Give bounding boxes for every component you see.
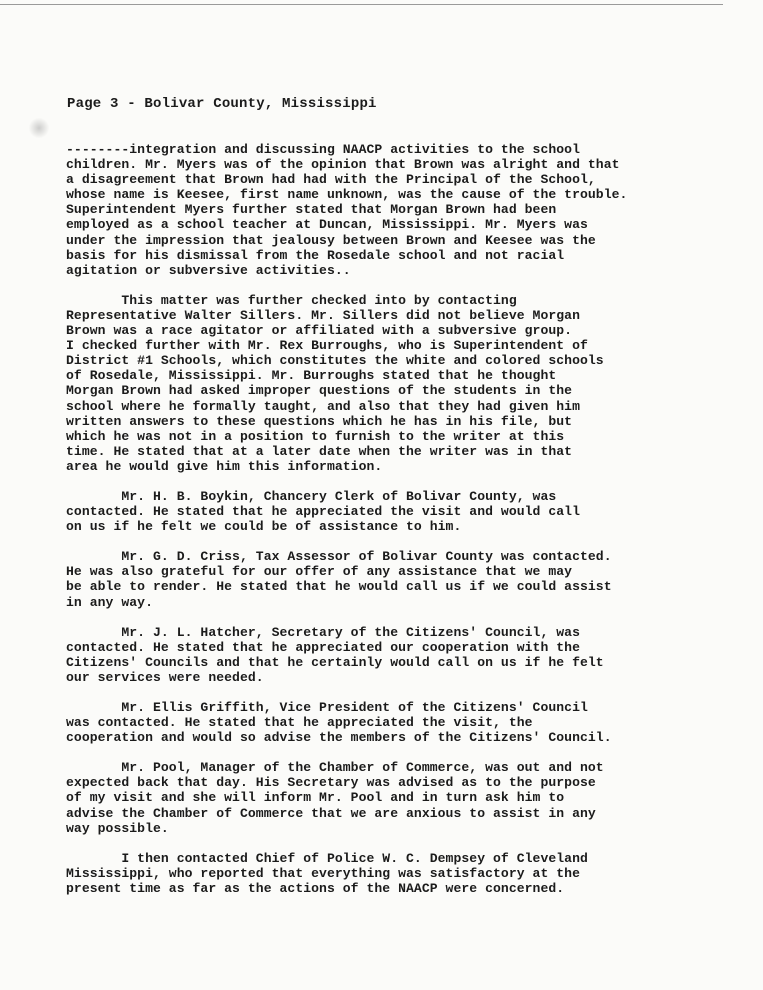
paragraph-3 (66, 489, 706, 534)
text-line: Mr. G. D. Criss, Tax Assessor of Bolivar County was contacted. (66, 549, 612, 565)
text-line: present time as far as the actions of the NAACP were concerned. (66, 880, 565, 896)
paragraph-8 (66, 851, 706, 896)
text-line: children. Mr. Myers was of the opinion that Brown was alright and that (66, 157, 620, 173)
text-line: of my visit and she will inform Mr. Pool and in turn ask him to (66, 790, 565, 806)
text-line: Mr. H. B. Boykin, Chancery Clerk of Bolivar County, was (66, 488, 557, 504)
page-header: Page 3 - Bolivar County, Mississippi (67, 96, 377, 112)
text-line: basis for his dismissal from the Rosedale school and not racial (66, 247, 565, 263)
text-line: area he would give him this information. (66, 458, 383, 474)
text-line: school where he formally taught, and also that they had given him (66, 398, 580, 414)
text-line: of Rosedale, Mississippi. Mr. Burroughs stated that he thought (66, 368, 557, 384)
text-line: expected back that day. His Secretary was advised as to the purpose (66, 775, 596, 791)
text-line: advise the Chamber of Commerce that we are anxious to assist in any (66, 805, 596, 821)
text-line: cooperation and would so advise the members of the Citizens' Council. (66, 730, 612, 746)
text-line: under the impression that jealousy between Brown and Keesee was the (66, 232, 596, 248)
text-line: I checked further with Mr. Rex Burroughs, who is Superintendent of (66, 338, 588, 354)
text-line: Morgan Brown had asked improper questions of the students in the (66, 383, 573, 399)
text-line: Brown was a race agitator or affiliated with a subversive group. (66, 323, 573, 339)
paragraph-4 (66, 549, 706, 609)
text-line: Mr. Ellis Griffith, Vice President of the Citizens' Council (66, 700, 588, 715)
text-line: Mr. Pool, Manager of the Chamber of Commerce, was out and not (66, 760, 604, 776)
text-line: whose name is Keesee, first name unknown, was the cause of the trouble. (66, 187, 628, 203)
scan-speck (28, 118, 50, 138)
text-line: which he was not in a position to furnish to the writer at this (66, 428, 565, 444)
document-body (66, 142, 706, 896)
text-line: employed as a school teacher at Duncan, Mississippi. Mr. Myers was (66, 217, 588, 233)
text-line: contacted. He stated that he appreciated the visit and would call (66, 504, 580, 520)
paragraph-7 (66, 760, 706, 835)
text-line: a disagreement that Brown had had with the Principal of the School, (66, 172, 596, 188)
text-line: I then contacted Chief of Police W. C. Dempsey of Cleveland (66, 850, 588, 866)
text-line: District #1 Schools, which constitutes the white and colored schools (66, 353, 604, 369)
text-line: contacted. He stated that he appreciated our cooperation with the (66, 639, 580, 655)
text-line: Mississippi, who reported that everything was satisfactory at the (66, 865, 580, 881)
text-line: was contacted. He stated that he appreciated the visit, the (66, 715, 533, 731)
text-line: way possible. (66, 820, 169, 836)
paragraph-2 (66, 293, 706, 474)
top-edge-rule (0, 4, 723, 5)
text-line: He was also grateful for our offer of any assistance that we may (66, 564, 573, 580)
text-line: on us if he felt we could be of assistance to him. (66, 519, 462, 535)
text-line: written answers to these questions which he has in his file, but (66, 413, 573, 429)
text-line: in any way. (66, 594, 153, 610)
text-line: This matter was further checked into by contacting (66, 292, 517, 308)
text-line: our services were needed. (66, 669, 264, 685)
text-line: Representative Walter Sillers. Mr. Sillers did not believe Morgan (66, 307, 580, 323)
text-line: Citizens' Councils and that he certainly would call on us if he felt (66, 654, 604, 670)
text-line: agitation or subversive activities.. (66, 262, 351, 278)
text-line: --------integration and discussing NAACP activities to the school (66, 142, 580, 157)
paragraph-1 (66, 142, 706, 278)
text-line: Superintendent Myers further stated that Morgan Brown had been (66, 202, 557, 218)
paragraph-5 (66, 625, 706, 685)
paragraph-6 (66, 700, 706, 745)
text-line: be able to render. He stated that he would call us if we could assist (66, 579, 612, 595)
text-line: time. He stated that at a later date when the writer was in that (66, 443, 573, 459)
text-line: Mr. J. L. Hatcher, Secretary of the Citizens' Council, was (66, 624, 580, 640)
